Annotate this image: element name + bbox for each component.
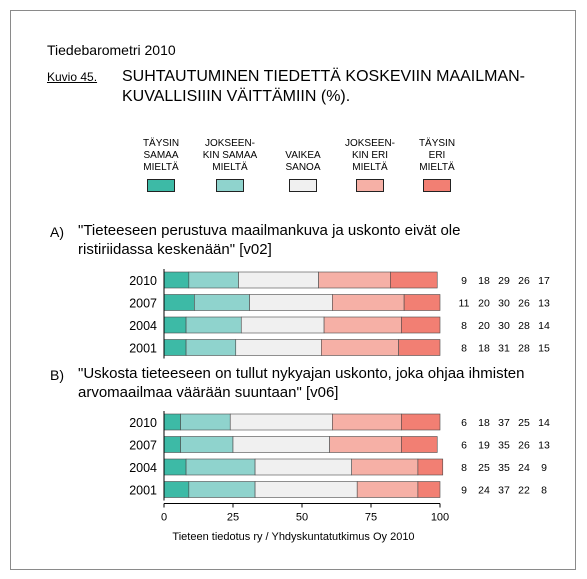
bar-segment xyxy=(357,482,418,498)
value-label: 18 xyxy=(478,342,490,355)
value-label: 37 xyxy=(498,417,510,429)
value-label: 9 xyxy=(541,462,547,474)
value-label: 8 xyxy=(541,484,547,497)
question-a-text: "Tieteeseen perustuva maailmankuva ja uskonto eivät ole ristiriidassa keskenään" [v02] xyxy=(78,222,461,258)
value-label: 28 xyxy=(518,320,530,332)
bar-segment xyxy=(181,414,231,430)
bar-segment xyxy=(233,437,330,453)
bar-segment xyxy=(164,437,181,453)
source-credit: Tieteen tiedotus ry / Yhdyskuntatutkimus Oy 2010 xyxy=(172,531,415,543)
value-label: 6 xyxy=(461,417,467,429)
value-label: 20 xyxy=(478,320,490,332)
legend-label: TÄYSIN ERI MIELTÄ xyxy=(418,138,456,173)
bar-segment xyxy=(194,295,249,311)
value-label: 6 xyxy=(461,439,467,452)
bar-segment xyxy=(390,272,437,288)
bar-segment xyxy=(401,317,440,333)
value-label: 37 xyxy=(498,484,510,497)
bar-segment xyxy=(332,295,404,311)
bar-segment xyxy=(186,459,255,475)
question-b-letter: B) xyxy=(50,367,64,383)
year-label: 2001 xyxy=(129,483,157,498)
bar-segment xyxy=(255,459,352,475)
value-label: 22 xyxy=(518,484,530,497)
question-a-letter: A) xyxy=(50,224,64,240)
bar-segment xyxy=(236,340,322,356)
value-label: 26 xyxy=(518,275,530,287)
bar-segment xyxy=(241,317,324,333)
value-label: 20 xyxy=(478,297,490,310)
value-label: 8 xyxy=(461,320,467,332)
bar-segment xyxy=(332,414,401,430)
x-tick-label: 25 xyxy=(226,511,240,524)
bar-segment xyxy=(239,272,319,288)
year-label: 2007 xyxy=(129,438,157,453)
bar-segment xyxy=(164,340,186,356)
bar-segment xyxy=(321,340,398,356)
value-label: 28 xyxy=(518,342,530,355)
value-label: 25 xyxy=(518,417,530,429)
value-label: 18 xyxy=(478,417,490,429)
value-label: 13 xyxy=(538,439,550,452)
value-label: 26 xyxy=(518,297,530,310)
value-label: 9 xyxy=(461,484,467,497)
legend-label: JOKSEEN- KIN ERI MIELTÄ xyxy=(344,138,395,173)
bar-segment xyxy=(255,482,357,498)
value-label: 14 xyxy=(538,320,550,332)
value-label: 24 xyxy=(478,484,490,497)
value-label: 35 xyxy=(498,462,510,474)
value-label: 30 xyxy=(498,320,510,332)
bar-segment xyxy=(164,414,181,430)
bar-segment xyxy=(181,437,233,453)
figure-label: Kuvio 45. xyxy=(47,70,98,84)
bar-segment xyxy=(164,272,189,288)
bar-segment xyxy=(401,437,437,453)
bar-segment xyxy=(164,482,189,498)
year-label: 2010 xyxy=(129,274,157,288)
bar-segment xyxy=(164,459,186,475)
legend-label: JOKSEEN- KIN SAMAA MIELTÄ xyxy=(202,138,258,173)
bar-segment xyxy=(404,295,440,311)
bar-segment xyxy=(352,459,418,475)
bar-segment xyxy=(324,317,401,333)
bar-segment xyxy=(189,272,239,288)
bar-segment xyxy=(189,482,255,498)
value-label: 15 xyxy=(538,342,550,355)
legend-label: TÄYSIN SAMAA MIELTÄ xyxy=(142,138,180,173)
value-label: 24 xyxy=(518,462,530,474)
bar-segment xyxy=(186,317,241,333)
bar-segment xyxy=(186,340,236,356)
question-b-text: "Uskosta tieteeseen on tullut nykyajan uskonto, joka ohjaa ihmisten arvomaailmaa väärään suuntaan" [v06] xyxy=(78,365,525,401)
legend-label: VAIKEA SANOA xyxy=(285,150,321,173)
bar-segment xyxy=(401,414,440,430)
bar-segment xyxy=(418,482,440,498)
value-label: 8 xyxy=(461,342,467,355)
year-label: 2004 xyxy=(129,319,157,333)
value-label: 14 xyxy=(538,417,550,429)
bar-segment xyxy=(418,459,443,475)
year-label: 2004 xyxy=(129,461,157,475)
year-label: 2010 xyxy=(129,416,157,430)
x-tick-label: 75 xyxy=(364,511,378,524)
year-label: 2001 xyxy=(129,341,157,356)
value-label: 17 xyxy=(538,275,550,287)
x-tick-label: 50 xyxy=(295,511,309,524)
bar-segment xyxy=(230,414,332,430)
value-label: 8 xyxy=(461,462,467,474)
bar-segment xyxy=(399,340,440,356)
value-label: 11 xyxy=(458,297,470,310)
bar-segment xyxy=(164,317,186,333)
value-label: 35 xyxy=(498,439,510,452)
value-label: 30 xyxy=(498,297,510,310)
value-label: 9 xyxy=(461,275,467,287)
x-tick-label: 0 xyxy=(160,511,168,524)
value-label: 29 xyxy=(498,275,510,287)
bar-segment xyxy=(319,272,391,288)
value-label: 19 xyxy=(478,439,490,452)
value-label: 13 xyxy=(538,297,550,310)
value-label: 26 xyxy=(518,439,530,452)
bar-segment xyxy=(250,295,333,311)
value-label: 18 xyxy=(478,275,490,287)
publication-name: Tiedebarometri 2010 xyxy=(47,42,176,58)
x-tick-label: 100 xyxy=(430,511,450,524)
value-label: 25 xyxy=(478,462,490,474)
year-label: 2007 xyxy=(129,296,157,311)
value-label: 31 xyxy=(498,342,510,355)
bar-segment xyxy=(330,437,402,453)
figure-title: SUHTAUTUMINEN TIEDETTÄ KOSKEVIIN MAAILMAN-KUVALLISIIIN VÄITTÄMIIN (%). xyxy=(122,68,526,105)
bar-segment xyxy=(164,295,194,311)
